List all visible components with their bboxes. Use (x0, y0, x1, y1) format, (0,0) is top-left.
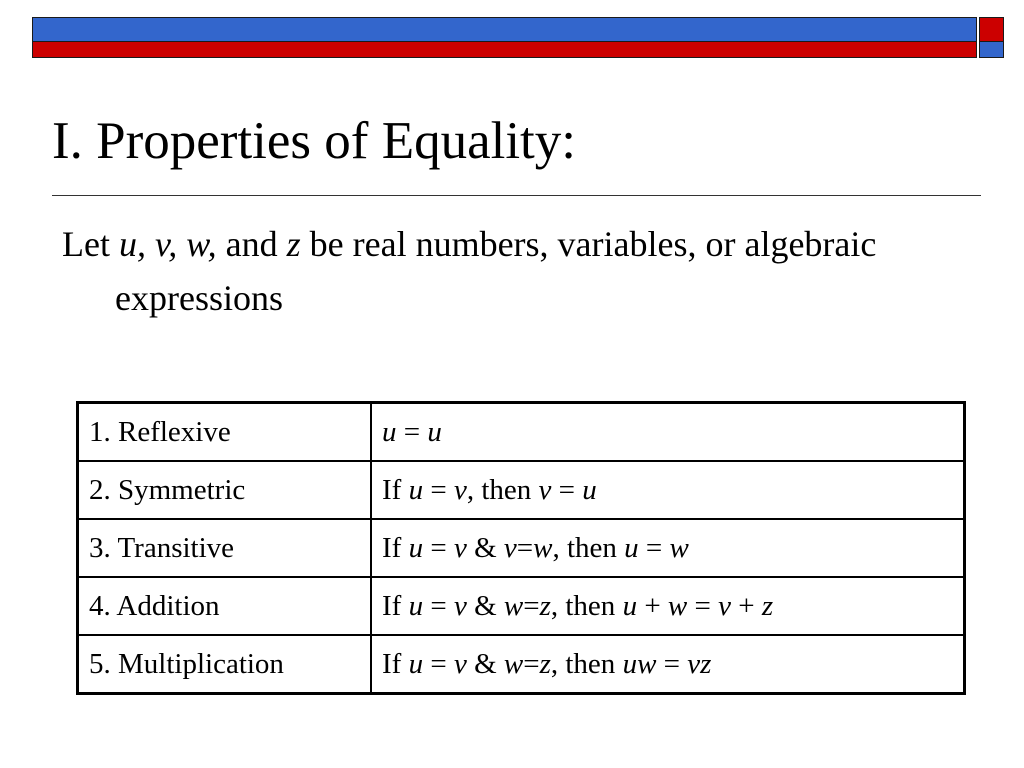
intro-rest: be real numbers, variables, or algebraic expressions (115, 224, 877, 318)
rule-op: = (423, 473, 454, 506)
rule-op: = (523, 647, 540, 680)
rule-op: = (638, 531, 670, 564)
rule-var: v (538, 473, 552, 506)
rule-text: If (382, 647, 409, 680)
property-name: 5. Multiplication (78, 635, 372, 694)
rule-var: uw (622, 647, 657, 680)
header-bar-blue (32, 17, 977, 41)
rule-var: v (453, 589, 467, 622)
rule-var: v (453, 473, 467, 506)
property-rule (371, 519, 965, 577)
rule-var: z (761, 589, 774, 622)
property-rule (371, 403, 965, 462)
rule-var: w (503, 647, 524, 680)
corner-square-blue (979, 41, 1004, 58)
rule-var: u (624, 531, 639, 564)
property-name: 3. Transitive (78, 519, 372, 577)
rule-var: u (408, 531, 424, 564)
rule-text: , then (550, 647, 623, 680)
rule-var: v (503, 531, 517, 564)
rule-var: v (718, 589, 731, 622)
rule-var: z (539, 647, 551, 680)
rule-op: = (516, 531, 534, 564)
rule-text: If (382, 531, 409, 564)
intro-z: z (286, 224, 301, 264)
table-row (78, 577, 965, 635)
property-rule (371, 461, 965, 519)
title-divider (52, 195, 981, 196)
property-name: 1. Reflexive (78, 403, 372, 462)
rule-op: + (637, 589, 668, 622)
table-row (78, 519, 965, 577)
rule-var: u (622, 589, 638, 622)
rule-var: u (427, 415, 442, 448)
rule-text: If (382, 589, 409, 622)
table-row (78, 635, 965, 694)
rule-var: u (408, 589, 424, 622)
rule-op: = (687, 589, 719, 622)
rule-text: & (466, 589, 504, 622)
rule-op: = (423, 531, 454, 564)
rule-var: v (453, 647, 467, 680)
intro-and: and (216, 224, 287, 264)
rule-op: + (731, 589, 762, 622)
table-row (78, 403, 965, 462)
rule-var: u (408, 473, 424, 506)
rule-var: w (533, 531, 553, 564)
rule-op: = (523, 589, 540, 622)
rule-var: w (669, 531, 689, 564)
table-row (78, 461, 965, 519)
rule-var: u (582, 473, 597, 506)
corner-square-red (979, 17, 1004, 41)
rule-var: vz (687, 647, 712, 680)
rule-var: z (539, 589, 551, 622)
rule-var: u (382, 415, 397, 448)
rule-op: = (656, 647, 688, 680)
rule-var: w (667, 589, 688, 622)
property-rule (371, 577, 965, 635)
rule-text: If (382, 473, 409, 506)
intro-vars: u, v, w, (118, 224, 217, 264)
properties-table (76, 401, 966, 695)
rule-var: v (453, 531, 467, 564)
rule-text: & (466, 647, 504, 680)
intro-text (62, 217, 1015, 325)
rule-op: = (551, 473, 583, 506)
property-name: 4. Addition (78, 577, 372, 635)
rule-text: & (466, 531, 504, 564)
header-bar-red (32, 41, 977, 58)
property-name: 2. Symmetric (78, 461, 372, 519)
rule-op: = (396, 415, 428, 448)
rule-var: w (503, 589, 524, 622)
rule-text: , then (466, 473, 539, 506)
slide-title: I. Properties of Equality: (52, 112, 576, 170)
rule-text: , then (550, 589, 623, 622)
intro-let: Let (62, 224, 119, 264)
property-rule (371, 635, 965, 694)
rule-text: , then (552, 531, 625, 564)
rule-op: = (423, 589, 454, 622)
rule-op: = (423, 647, 454, 680)
rule-var: u (408, 647, 424, 680)
